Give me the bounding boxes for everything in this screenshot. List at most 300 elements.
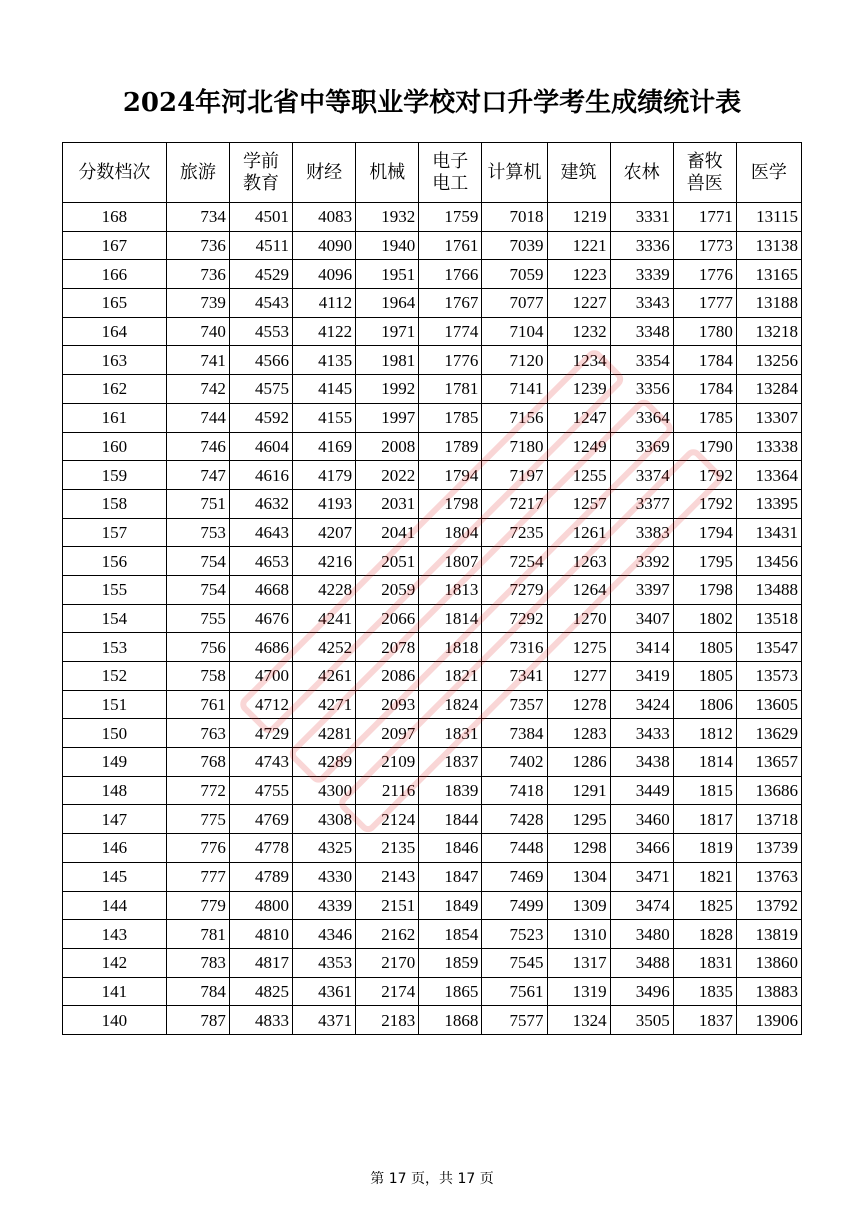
count-cell: 1264	[547, 575, 610, 604]
table-row	[63, 231, 802, 260]
count-cell: 4289	[293, 748, 356, 777]
count-cell: 4325	[293, 834, 356, 863]
count-cell: 4686	[229, 633, 292, 662]
count-cell: 4216	[293, 547, 356, 576]
count-cell: 7402	[482, 748, 547, 777]
count-cell: 1781	[419, 375, 482, 404]
count-cell: 13364	[736, 461, 801, 490]
count-cell: 2170	[356, 948, 419, 977]
count-cell: 3449	[610, 776, 673, 805]
count-cell: 3336	[610, 231, 673, 260]
score-cell: 162	[63, 375, 167, 404]
count-cell: 2174	[356, 977, 419, 1006]
count-cell: 739	[166, 289, 229, 318]
count-cell: 4241	[293, 604, 356, 633]
count-cell: 4339	[293, 891, 356, 920]
table-row	[63, 489, 802, 518]
table-row	[63, 977, 802, 1006]
count-cell: 7523	[482, 920, 547, 949]
count-cell: 1815	[673, 776, 736, 805]
count-cell: 4755	[229, 776, 292, 805]
score-cell: 141	[63, 977, 167, 1006]
count-cell: 4122	[293, 317, 356, 346]
count-cell: 2151	[356, 891, 419, 920]
count-cell: 4712	[229, 690, 292, 719]
count-cell: 13605	[736, 690, 801, 719]
count-cell: 7499	[482, 891, 547, 920]
column-header: 学前 教育	[229, 143, 292, 203]
count-cell: 7292	[482, 604, 547, 633]
score-table	[62, 142, 802, 1035]
count-cell: 7545	[482, 948, 547, 977]
count-cell: 13431	[736, 518, 801, 547]
count-cell: 736	[166, 260, 229, 289]
count-cell: 3392	[610, 547, 673, 576]
count-cell: 1298	[547, 834, 610, 863]
table-row	[63, 260, 802, 289]
count-cell: 1847	[419, 862, 482, 891]
count-cell: 7357	[482, 690, 547, 719]
score-cell: 157	[63, 518, 167, 547]
column-header: 农林	[610, 143, 673, 203]
count-cell: 1239	[547, 375, 610, 404]
count-cell: 7039	[482, 231, 547, 260]
count-cell: 3438	[610, 748, 673, 777]
count-cell: 1844	[419, 805, 482, 834]
count-cell: 3369	[610, 432, 673, 461]
count-cell: 7384	[482, 719, 547, 748]
count-cell: 4169	[293, 432, 356, 461]
count-cell: 1821	[673, 862, 736, 891]
count-cell: 4529	[229, 260, 292, 289]
count-cell: 3383	[610, 518, 673, 547]
column-header: 机械	[356, 143, 419, 203]
page-footer: 第 17 页，共 17 页	[370, 1171, 494, 1187]
count-cell: 1805	[673, 633, 736, 662]
count-cell: 1798	[419, 489, 482, 518]
count-cell: 742	[166, 375, 229, 404]
count-cell: 1324	[547, 1006, 610, 1035]
count-cell: 1776	[673, 260, 736, 289]
count-cell: 1821	[419, 662, 482, 691]
table-row	[63, 920, 802, 949]
table-row	[63, 432, 802, 461]
count-cell: 4700	[229, 662, 292, 691]
count-cell: 756	[166, 633, 229, 662]
count-cell: 2031	[356, 489, 419, 518]
count-cell: 1805	[673, 662, 736, 691]
count-cell: 2135	[356, 834, 419, 863]
count-cell: 1831	[419, 719, 482, 748]
count-cell: 7448	[482, 834, 547, 863]
count-cell: 4179	[293, 461, 356, 490]
table-row	[63, 518, 802, 547]
score-cell: 146	[63, 834, 167, 863]
count-cell: 784	[166, 977, 229, 1006]
count-cell: 1286	[547, 748, 610, 777]
count-cell: 1234	[547, 346, 610, 375]
count-cell: 1766	[419, 260, 482, 289]
count-cell: 13819	[736, 920, 801, 949]
count-cell: 3496	[610, 977, 673, 1006]
count-cell: 755	[166, 604, 229, 633]
count-cell: 4308	[293, 805, 356, 834]
score-cell: 152	[63, 662, 167, 691]
count-cell: 4643	[229, 518, 292, 547]
score-cell: 151	[63, 690, 167, 719]
count-cell: 7156	[482, 403, 547, 432]
table-row	[63, 289, 802, 318]
count-cell: 4553	[229, 317, 292, 346]
count-cell: 13883	[736, 977, 801, 1006]
count-cell: 7059	[482, 260, 547, 289]
count-cell: 3419	[610, 662, 673, 691]
count-cell: 1227	[547, 289, 610, 318]
count-cell: 13488	[736, 575, 801, 604]
column-header: 畜牧 兽医	[673, 143, 736, 203]
count-cell: 4729	[229, 719, 292, 748]
column-header: 计算机	[482, 143, 547, 203]
count-cell: 2059	[356, 575, 419, 604]
column-header: 旅游	[166, 143, 229, 203]
table-row	[63, 547, 802, 576]
count-cell: 13138	[736, 231, 801, 260]
score-cell: 160	[63, 432, 167, 461]
score-cell: 165	[63, 289, 167, 318]
count-cell: 754	[166, 575, 229, 604]
count-cell: 1932	[356, 203, 419, 232]
score-cell: 150	[63, 719, 167, 748]
count-cell: 761	[166, 690, 229, 719]
count-cell: 13188	[736, 289, 801, 318]
count-cell: 1309	[547, 891, 610, 920]
column-header: 建筑	[547, 143, 610, 203]
count-cell: 13657	[736, 748, 801, 777]
count-cell: 7279	[482, 575, 547, 604]
score-cell: 156	[63, 547, 167, 576]
count-cell: 3374	[610, 461, 673, 490]
count-cell: 4193	[293, 489, 356, 518]
count-cell: 4653	[229, 547, 292, 576]
table-row	[63, 1006, 802, 1035]
count-cell: 1992	[356, 375, 419, 404]
count-cell: 736	[166, 231, 229, 260]
count-cell: 7180	[482, 432, 547, 461]
score-cell: 164	[63, 317, 167, 346]
table-row	[63, 203, 802, 232]
table-row	[63, 575, 802, 604]
count-cell: 1794	[419, 461, 482, 490]
count-cell: 1767	[419, 289, 482, 318]
count-cell: 2008	[356, 432, 419, 461]
count-cell: 1319	[547, 977, 610, 1006]
count-cell: 4566	[229, 346, 292, 375]
count-cell: 13860	[736, 948, 801, 977]
count-cell: 4155	[293, 403, 356, 432]
count-cell: 3348	[610, 317, 673, 346]
count-cell: 1806	[673, 690, 736, 719]
score-cell: 145	[63, 862, 167, 891]
count-cell: 1849	[419, 891, 482, 920]
count-cell: 7197	[482, 461, 547, 490]
count-cell: 779	[166, 891, 229, 920]
score-cell: 143	[63, 920, 167, 949]
count-cell: 2051	[356, 547, 419, 576]
count-cell: 3377	[610, 489, 673, 518]
count-cell: 7418	[482, 776, 547, 805]
count-cell: 4668	[229, 575, 292, 604]
score-cell: 142	[63, 948, 167, 977]
count-cell: 1283	[547, 719, 610, 748]
score-cell: 144	[63, 891, 167, 920]
count-cell: 775	[166, 805, 229, 834]
count-cell: 3460	[610, 805, 673, 834]
count-cell: 744	[166, 403, 229, 432]
count-cell: 13256	[736, 346, 801, 375]
count-cell: 1868	[419, 1006, 482, 1035]
count-cell: 7217	[482, 489, 547, 518]
count-cell: 4261	[293, 662, 356, 691]
count-cell: 1221	[547, 231, 610, 260]
table-row	[63, 776, 802, 805]
column-header: 电子 电工	[419, 143, 482, 203]
count-cell: 13718	[736, 805, 801, 834]
count-cell: 1818	[419, 633, 482, 662]
count-cell: 1792	[673, 489, 736, 518]
count-cell: 4353	[293, 948, 356, 977]
count-cell: 1824	[419, 690, 482, 719]
count-cell: 1777	[673, 289, 736, 318]
count-cell: 740	[166, 317, 229, 346]
score-cell: 161	[63, 403, 167, 432]
count-cell: 4778	[229, 834, 292, 863]
count-cell: 3471	[610, 862, 673, 891]
count-cell: 1257	[547, 489, 610, 518]
table-row	[63, 805, 802, 834]
count-cell: 1812	[673, 719, 736, 748]
count-cell: 1771	[673, 203, 736, 232]
count-cell: 768	[166, 748, 229, 777]
count-cell: 4789	[229, 862, 292, 891]
table-row	[63, 891, 802, 920]
count-cell: 3474	[610, 891, 673, 920]
count-cell: 3505	[610, 1006, 673, 1035]
count-cell: 1798	[673, 575, 736, 604]
count-cell: 13115	[736, 203, 801, 232]
count-cell: 3433	[610, 719, 673, 748]
count-cell: 1270	[547, 604, 610, 633]
table-body	[63, 203, 802, 1035]
count-cell: 4616	[229, 461, 292, 490]
count-cell: 1839	[419, 776, 482, 805]
table-row	[63, 317, 802, 346]
count-cell: 4090	[293, 231, 356, 260]
count-cell: 2162	[356, 920, 419, 949]
score-cell: 149	[63, 748, 167, 777]
count-cell: 4604	[229, 432, 292, 461]
score-cell: 167	[63, 231, 167, 260]
count-cell: 1807	[419, 547, 482, 576]
count-cell: 3407	[610, 604, 673, 633]
count-cell: 4083	[293, 203, 356, 232]
score-cell: 159	[63, 461, 167, 490]
count-cell: 7235	[482, 518, 547, 547]
table-row	[63, 346, 802, 375]
count-cell: 4300	[293, 776, 356, 805]
count-cell: 1825	[673, 891, 736, 920]
count-cell: 1761	[419, 231, 482, 260]
count-cell: 2116	[356, 776, 419, 805]
count-cell: 1232	[547, 317, 610, 346]
score-cell: 154	[63, 604, 167, 633]
count-cell: 1940	[356, 231, 419, 260]
count-cell: 4743	[229, 748, 292, 777]
count-cell: 3466	[610, 834, 673, 863]
count-cell: 2183	[356, 1006, 419, 1035]
count-cell: 1263	[547, 547, 610, 576]
count-cell: 13573	[736, 662, 801, 691]
score-cell: 140	[63, 1006, 167, 1035]
table-row	[63, 662, 802, 691]
count-cell: 1964	[356, 289, 419, 318]
count-cell: 3414	[610, 633, 673, 662]
count-cell: 2124	[356, 805, 419, 834]
count-cell: 4346	[293, 920, 356, 949]
table-row	[63, 461, 802, 490]
count-cell: 13218	[736, 317, 801, 346]
count-cell: 7428	[482, 805, 547, 834]
page-title: 2024年河北省中等职业学校对口升学考生成绩统计表	[122, 88, 742, 118]
count-cell: 1831	[673, 948, 736, 977]
count-cell: 3356	[610, 375, 673, 404]
count-cell: 758	[166, 662, 229, 691]
count-cell: 3480	[610, 920, 673, 949]
table-row	[63, 834, 802, 863]
count-cell: 1802	[673, 604, 736, 633]
count-cell: 1275	[547, 633, 610, 662]
table-row	[63, 748, 802, 777]
count-cell: 4096	[293, 260, 356, 289]
count-cell: 4769	[229, 805, 292, 834]
count-cell: 13307	[736, 403, 801, 432]
table-row	[63, 403, 802, 432]
count-cell: 4825	[229, 977, 292, 1006]
count-cell: 4800	[229, 891, 292, 920]
count-cell: 2109	[356, 748, 419, 777]
count-cell: 13338	[736, 432, 801, 461]
table-row	[63, 690, 802, 719]
count-cell: 3488	[610, 948, 673, 977]
count-cell: 1247	[547, 403, 610, 432]
count-cell: 776	[166, 834, 229, 863]
table-row	[63, 862, 802, 891]
count-cell: 1997	[356, 403, 419, 432]
count-cell: 1255	[547, 461, 610, 490]
count-cell: 1278	[547, 690, 610, 719]
count-cell: 1792	[673, 461, 736, 490]
count-cell: 1304	[547, 862, 610, 891]
count-cell: 787	[166, 1006, 229, 1035]
count-cell: 3354	[610, 346, 673, 375]
count-cell: 1789	[419, 432, 482, 461]
count-cell: 2093	[356, 690, 419, 719]
column-header: 分数档次	[63, 143, 167, 203]
count-cell: 1835	[673, 977, 736, 1006]
count-cell: 4575	[229, 375, 292, 404]
score-cell: 153	[63, 633, 167, 662]
table-row	[63, 719, 802, 748]
column-header: 医学	[736, 143, 801, 203]
count-cell: 2143	[356, 862, 419, 891]
count-cell: 1813	[419, 575, 482, 604]
count-cell: 4371	[293, 1006, 356, 1035]
count-cell: 1785	[673, 403, 736, 432]
count-cell: 2041	[356, 518, 419, 547]
count-cell: 1291	[547, 776, 610, 805]
count-cell: 4833	[229, 1006, 292, 1035]
count-cell: 1951	[356, 260, 419, 289]
count-cell: 1277	[547, 662, 610, 691]
count-cell: 1261	[547, 518, 610, 547]
count-cell: 13284	[736, 375, 801, 404]
count-cell: 4511	[229, 231, 292, 260]
count-cell: 7577	[482, 1006, 547, 1035]
table-row	[63, 633, 802, 662]
count-cell: 1819	[673, 834, 736, 863]
count-cell: 13906	[736, 1006, 801, 1035]
score-cell: 168	[63, 203, 167, 232]
count-cell: 783	[166, 948, 229, 977]
count-cell: 13686	[736, 776, 801, 805]
count-cell: 1817	[673, 805, 736, 834]
count-cell: 4632	[229, 489, 292, 518]
table-header-row	[63, 143, 802, 203]
count-cell: 7141	[482, 375, 547, 404]
count-cell: 7104	[482, 317, 547, 346]
count-cell: 4810	[229, 920, 292, 949]
count-cell: 4543	[229, 289, 292, 318]
count-cell: 4271	[293, 690, 356, 719]
count-cell: 4281	[293, 719, 356, 748]
count-cell: 1317	[547, 948, 610, 977]
count-cell: 1814	[673, 748, 736, 777]
count-cell: 772	[166, 776, 229, 805]
count-cell: 1759	[419, 203, 482, 232]
count-cell: 1785	[419, 403, 482, 432]
count-cell: 734	[166, 203, 229, 232]
count-cell: 7469	[482, 862, 547, 891]
count-cell: 1310	[547, 920, 610, 949]
count-cell: 7120	[482, 346, 547, 375]
count-cell: 1249	[547, 432, 610, 461]
count-cell: 3364	[610, 403, 673, 432]
count-cell: 1837	[419, 748, 482, 777]
count-cell: 1804	[419, 518, 482, 547]
count-cell: 2022	[356, 461, 419, 490]
count-cell: 763	[166, 719, 229, 748]
count-cell: 1828	[673, 920, 736, 949]
count-cell: 3343	[610, 289, 673, 318]
count-cell: 4207	[293, 518, 356, 547]
count-cell: 741	[166, 346, 229, 375]
count-cell: 3339	[610, 260, 673, 289]
count-cell: 746	[166, 432, 229, 461]
count-cell: 747	[166, 461, 229, 490]
count-cell: 4330	[293, 862, 356, 891]
count-cell: 1854	[419, 920, 482, 949]
count-cell: 4501	[229, 203, 292, 232]
count-cell: 13518	[736, 604, 801, 633]
